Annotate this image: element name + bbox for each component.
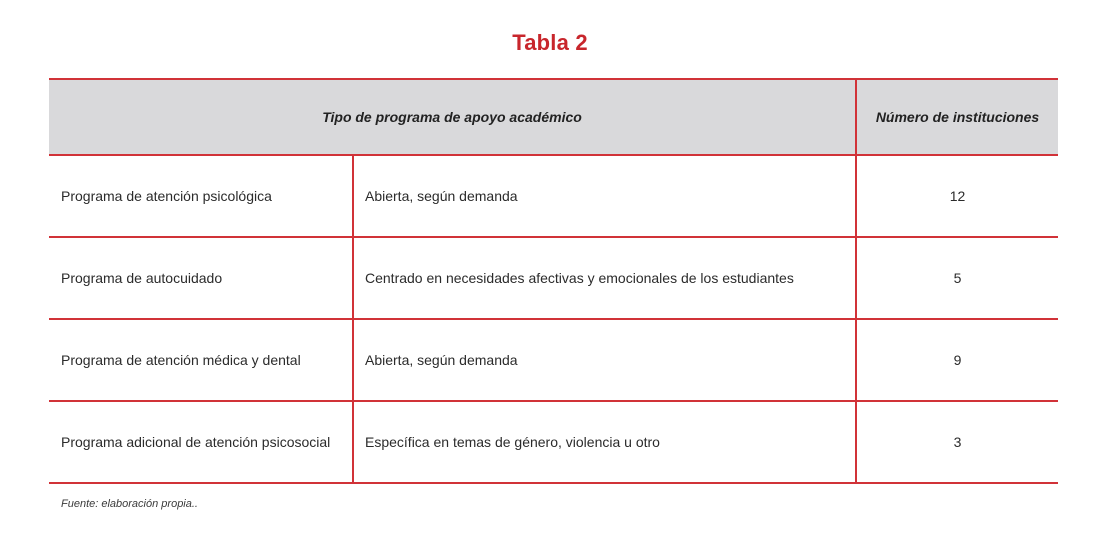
- program-name-cell: Programa de atención psicológica: [49, 155, 353, 237]
- program-name-cell: Programa de atención médica y dental: [49, 319, 353, 401]
- institution-count-cell: 12: [856, 155, 1058, 237]
- table-row: [49, 237, 1058, 319]
- institution-count-cell: 9: [856, 319, 1058, 401]
- program-description-cell: Abierta, según demanda: [353, 319, 856, 401]
- header-institution-count: Número de instituciones: [856, 79, 1058, 155]
- institution-count-cell: 5: [856, 237, 1058, 319]
- header-program-type: Tipo de programa de apoyo académico: [49, 79, 856, 155]
- program-description-cell: Específica en temas de género, violencia u otro: [353, 401, 856, 483]
- table-row: [49, 319, 1058, 401]
- program-description-cell: Centrado en necesidades afectivas y emocionales de los estudiantes: [353, 237, 856, 319]
- institution-count-cell: 3: [856, 401, 1058, 483]
- source-note: Fuente: elaboración propia..: [61, 498, 198, 510]
- table-title: Tabla 2: [512, 30, 588, 55]
- data-table: [49, 78, 1058, 484]
- table-row: [49, 155, 1058, 237]
- program-name-cell: Programa de autocuidado: [49, 237, 353, 319]
- header-row: [49, 79, 1058, 155]
- program-name-cell: Programa adicional de atención psicosocial: [49, 401, 353, 483]
- table-row: [49, 401, 1058, 483]
- program-description-cell: Abierta, según demanda: [353, 155, 856, 237]
